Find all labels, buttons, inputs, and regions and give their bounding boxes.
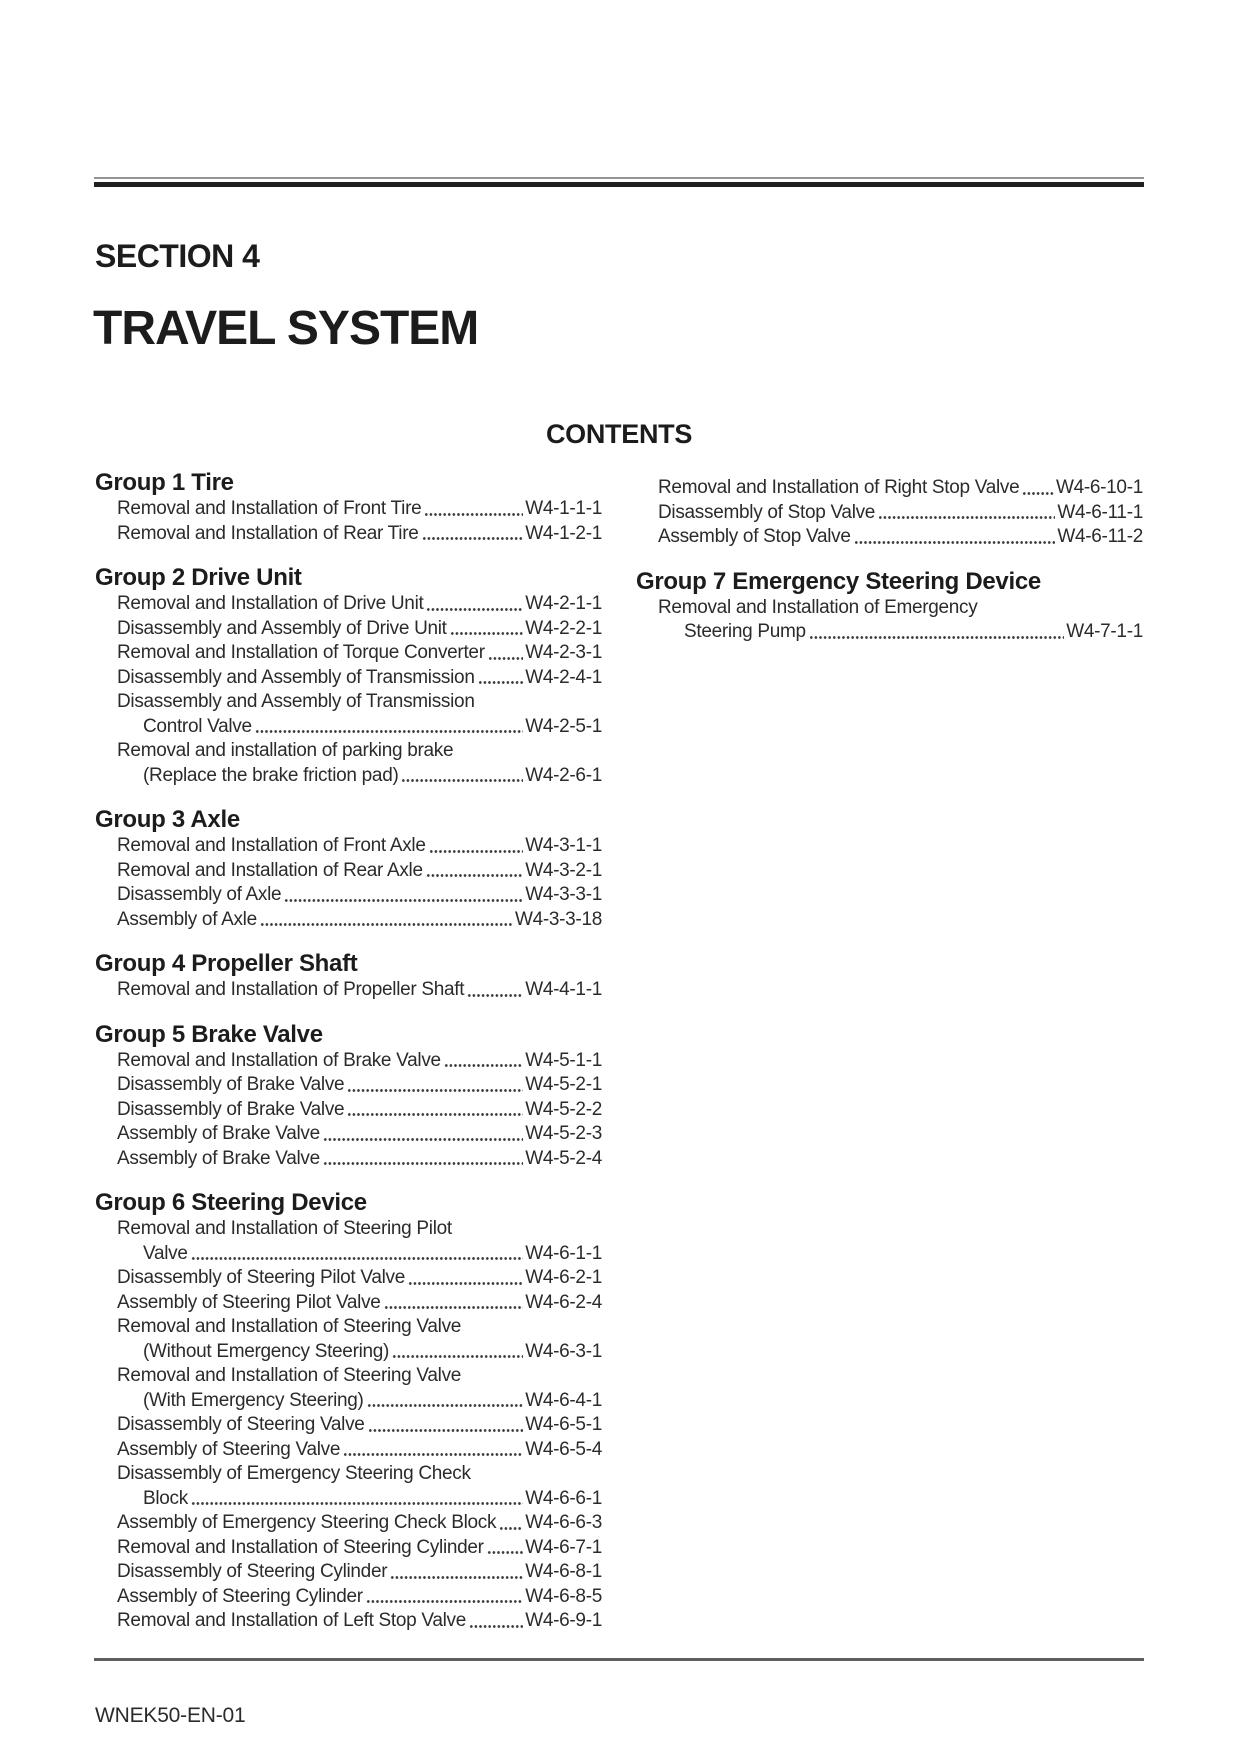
toc-page-ref: W4-6-2-1 [525,1267,602,1288]
toc-entry [95,1511,602,1536]
toc-entry [95,1585,602,1610]
toc-page-ref: W4-3-3-18 [514,908,602,930]
toc-entry-title: Removal and Installation of Rear Tire [117,522,419,544]
toc-page-ref: W4-2-2-1 [525,617,602,639]
toc-entry-title: Assembly of Steering Pilot Valve [117,1291,381,1313]
dot-leader [443,1049,523,1074]
table-of-contents [95,468,1143,1634]
toc-entry [636,596,1143,645]
toc-entry-title: Steering Pump [684,621,806,642]
dot-leader [1021,476,1054,501]
toc-page-ref: W4-6-3-1 [525,1340,602,1362]
toc-entry-title: Assembly of Brake Valve [117,1147,320,1169]
top-rule-thick-line [94,182,1144,187]
toc-entry [95,1217,602,1266]
dot-leader [428,834,524,859]
toc-entry [95,1536,602,1561]
toc-entry-line [95,617,602,642]
toc-entry [95,592,602,617]
toc-entry [636,525,1143,550]
toc-group-heading: Group 4 Propeller Shaft [95,950,358,977]
toc-entry-title: Removal and Installation of Propeller Shaft [117,979,465,1000]
toc-page-ref: W4-6-6-1 [525,1487,602,1509]
toc-entry [95,883,602,908]
toc-entry-line [95,1438,602,1463]
toc-page-ref: W4-2-4-1 [525,666,602,688]
toc-entry [95,1073,602,1098]
toc-page-ref: W4-7-1-1 [1066,621,1143,642]
top-rule-thin-line [94,177,1144,179]
toc-entry-line [95,1242,602,1267]
toc-entry-title: Assembly of Emergency Steering Check Block [117,1512,497,1533]
toc-column-right [636,468,1143,1634]
toc-entry-title: Removal and Installation of Front Tire [117,498,422,519]
toc-entry-line [95,1511,602,1536]
toc-entry-title: Disassembly of Brake Valve [117,1098,345,1120]
toc-entry [95,1462,602,1511]
toc-page-ref: W4-3-1-1 [525,835,602,856]
toc-group [95,563,602,788]
top-double-rule [94,177,1144,187]
dot-leader [486,1536,523,1561]
dot-leader [322,1122,523,1147]
toc-entry-title: Disassembly of Steering Cylinder [117,1561,388,1582]
toc-page-ref: W4-6-8-5 [525,1585,602,1607]
toc-entry [636,501,1143,526]
toc-entry-line [95,690,602,715]
toc-entry [636,476,1143,501]
contents-heading: CONTENTS [545,419,693,449]
toc-page-ref: W4-6-6-3 [525,1512,602,1533]
toc-entry-line [95,1560,602,1585]
toc-entry-line [95,834,602,859]
toc-entry-title: Disassembly and Assembly of Transmission [117,691,475,712]
toc-entry-line [95,1340,602,1365]
toc-page-ref: W4-6-11-1 [1057,501,1143,523]
toc-entry-title: Removal and Installation of Steering Valve [117,1365,462,1386]
dot-leader [254,715,523,740]
toc-entry-title: Removal and Installation of Torque Converter [117,642,485,663]
toc-entry [95,1609,602,1634]
toc-entry-title: Valve [143,1242,188,1264]
toc-entry-title: Removal and installation of parking brake [117,740,454,761]
toc-entry-line [95,1536,602,1561]
toc-entry-title: (With Emergency Steering) [143,1389,364,1411]
toc-page-ref: W4-4-1-1 [525,979,602,1000]
toc-entry-title: Removal and Installation of Steering Valve [117,1316,462,1337]
dot-leader [365,1585,523,1610]
toc-entry-title: Disassembly of Steering Pilot Valve [117,1267,405,1288]
dot-leader [346,1073,523,1098]
toc-entry-line [95,522,602,547]
toc-entry-line [636,476,1143,501]
toc-entry [95,1049,602,1074]
dot-leader [877,501,1055,526]
toc-entry [95,739,602,788]
dot-leader [498,1511,523,1536]
toc-group [95,949,602,1003]
toc-page-ref: W4-1-1-1 [525,498,602,519]
toc-entry-line [95,1364,602,1389]
toc-entry-line [95,908,602,933]
toc-page-ref: W4-6-2-4 [525,1291,602,1313]
toc-group-heading: Group 3 Axle [95,806,240,833]
toc-page-ref: W4-3-2-1 [525,859,602,881]
dot-leader [449,617,524,642]
toc-entry [95,1266,602,1291]
dot-leader [423,497,523,522]
toc-entry-title: Removal and Installation of Emergency [658,596,978,618]
toc-entry [95,1291,602,1316]
toc-group-heading: Group 2 Drive Unit [95,564,302,591]
toc-entry-title: Assembly of Stop Valve [658,526,851,547]
toc-entry [95,641,602,666]
toc-entry-title: Removal and Installation of Drive Unit [117,593,424,614]
toc-entry-line [95,764,602,789]
toc-entry-line [95,1266,602,1291]
toc-entry-line [95,592,602,617]
toc-entry-title: Assembly of Axle [117,908,257,930]
toc-page-ref: W4-3-3-1 [525,884,602,905]
toc-page-ref: W4-2-6-1 [525,764,602,786]
toc-page-ref: W4-6-1-1 [525,1242,602,1264]
dot-leader [342,1438,523,1463]
toc-entry [95,1438,602,1463]
dot-leader [466,978,523,1003]
toc-entry-title: Removal and Installation of Steering Pilot [117,1218,452,1239]
dot-leader [383,1291,524,1316]
toc-entry-line [95,1098,602,1123]
toc-entry [95,859,602,884]
toc-entry [95,1315,602,1364]
toc-entry-title: Disassembly of Steering Valve [117,1414,365,1435]
toc-entry-line [95,978,602,1003]
toc-entry-title: Removal and Installation of Rear Axle [117,859,423,881]
dot-leader [425,592,523,617]
toc-entry-line [95,1585,602,1610]
toc-entry-line [95,641,602,666]
toc-entry-line [95,1122,602,1147]
toc-entry-line [636,525,1143,550]
toc-entry [95,1122,602,1147]
toc-entry [95,978,602,1003]
dot-leader [283,883,523,908]
dot-leader [468,1609,523,1634]
dot-leader [400,764,523,789]
toc-group-heading: Group 1 Tire [95,469,234,496]
toc-entry-title: Disassembly of Emergency Steering Check [117,1463,471,1484]
toc-entry-line [95,497,602,522]
toc-entry-title: Removal and Installation of Brake Valve [117,1049,441,1071]
toc-entry [95,834,602,859]
toc-page-ref: W4-6-11-2 [1057,526,1143,547]
dot-leader [259,908,513,933]
toc-entry [95,908,602,933]
toc-entry-line [95,1217,602,1242]
toc-entry-line [636,620,1143,645]
dot-leader [808,620,1064,645]
dot-leader [853,525,1056,550]
toc-entry-line [95,715,602,740]
page-title: TRAVEL SYSTEM [93,302,479,355]
toc-group [95,805,602,932]
toc-page-ref: W4-6-10-1 [1055,477,1143,498]
toc-group-heading: Group 5 Brake Valve [95,1020,323,1048]
toc-entry-line [95,1315,602,1340]
toc-page-ref: W4-2-5-1 [525,715,602,737]
toc-entry-title: Assembly of Steering Valve [117,1438,341,1460]
dot-leader [477,666,524,691]
toc-entry [95,1098,602,1123]
toc-entry [95,497,602,522]
toc-entry [95,1560,602,1585]
toc-entry [95,666,602,691]
toc-entry-title: Removal and Installation of Steering Cylinder [117,1536,484,1558]
toc-page-ref: W4-6-8-1 [525,1561,602,1582]
toc-entry-title: Disassembly of Brake Valve [117,1074,345,1095]
toc-entry-line [95,1073,602,1098]
toc-page-ref: W4-5-2-2 [525,1098,602,1120]
toc-entry-title: Block [143,1487,188,1509]
dot-leader [322,1147,523,1172]
toc-entry-line [95,1462,602,1487]
toc-group [95,1020,602,1172]
toc-entry-title: Disassembly of Stop Valve [658,501,876,523]
toc-entry-title: Removal and Installation of Right Stop Valve [658,477,1020,498]
dot-leader [367,1413,524,1438]
dot-leader [421,522,524,547]
toc-group [636,468,1143,550]
toc-entry-title: Assembly of Steering Cylinder [117,1585,363,1607]
dot-leader [389,1560,523,1585]
toc-entry-title: (Replace the brake friction pad) [143,764,399,786]
dot-leader [190,1242,524,1267]
toc-entry [95,522,602,547]
toc-entry [95,1413,602,1438]
toc-group [95,468,602,546]
toc-entry-line [95,883,602,908]
toc-entry-title: Removal and Installation of Left Stop Valve [117,1610,467,1631]
toc-entry-line [95,1609,602,1634]
toc-entry-title: Control Valve [143,715,252,737]
toc-page-ref: W4-6-9-1 [525,1610,602,1631]
toc-page-ref: W4-2-3-1 [525,642,602,663]
toc-page-ref: W4-6-5-1 [525,1414,602,1435]
toc-entry-line [95,859,602,884]
toc-entry-title: Removal and Installation of Front Axle [117,835,426,856]
toc-entry-line [95,1487,602,1512]
toc-page-ref: W4-5-2-4 [525,1147,602,1169]
dot-leader [407,1266,523,1291]
toc-entry-title: Disassembly and Assembly of Drive Unit [117,617,447,639]
toc-page-ref: W4-6-7-1 [525,1536,602,1558]
toc-entry-line [95,1049,602,1074]
toc-group [95,1188,602,1634]
toc-group-heading: Group 7 Emergency Steering Device [636,567,1041,595]
toc-entry-line [95,739,602,764]
dot-leader [346,1098,523,1123]
toc-entry-title: (Without Emergency Steering) [143,1340,390,1362]
toc-page-ref: W4-1-2-1 [525,522,602,544]
footer-rule [94,1658,1144,1661]
toc-entry [95,690,602,739]
dot-leader [366,1389,524,1414]
toc-entry-title: Assembly of Brake Valve [117,1123,320,1144]
section-label: SECTION 4 [95,238,260,274]
dot-leader [487,641,523,666]
toc-page-ref: W4-6-5-4 [525,1438,602,1460]
toc-entry-line [636,501,1143,526]
toc-page-ref: W4-6-4-1 [525,1389,602,1411]
toc-group-heading: Group 6 Steering Device [95,1189,367,1216]
toc-entry-title: Disassembly of Axle [117,884,282,905]
toc-entry-line [95,1291,602,1316]
toc-entry-line [95,1147,602,1172]
dot-leader [190,1487,523,1512]
toc-page-ref: W4-5-2-3 [525,1123,602,1144]
dot-leader [425,859,523,884]
toc-page-ref: W4-2-1-1 [525,593,602,614]
toc-entry-line [95,1413,602,1438]
toc-entry [95,1364,602,1413]
toc-group [636,567,1143,645]
toc-entry [95,617,602,642]
toc-page-ref: W4-5-1-1 [525,1049,602,1071]
toc-entry-line [95,1389,602,1414]
toc-page-ref: W4-5-2-1 [525,1074,602,1095]
toc-entry [95,1147,602,1172]
toc-column-left [95,468,602,1634]
toc-entry-line [95,666,602,691]
toc-entry-title: Disassembly and Assembly of Transmission [117,666,475,688]
toc-entry-line [636,596,1143,621]
footer-document-code: WNEK50-EN-01 [95,1704,246,1727]
dot-leader [391,1340,523,1365]
